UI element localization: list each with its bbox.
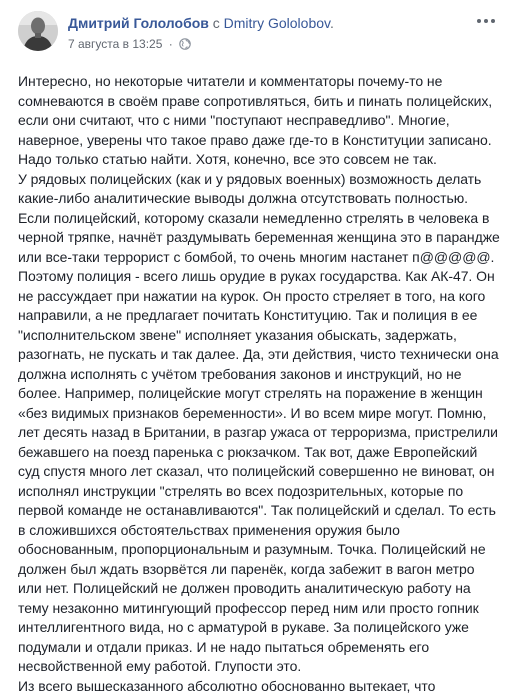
post-date-link[interactable]: 7 августа в 13:25	[68, 37, 163, 51]
author-name-link[interactable]: Дмитрий Гололобов	[68, 15, 209, 31]
post-meta	[68, 36, 191, 54]
ellipsis-icon[interactable]	[474, 13, 498, 29]
post-header	[18, 11, 498, 55]
meta-separator: ·	[168, 37, 173, 51]
post-body	[18, 72, 500, 696]
author-line	[68, 14, 334, 32]
avatar-photo-icon	[18, 11, 58, 51]
avatar[interactable]	[18, 11, 58, 51]
author-alt-link[interactable]: Dmitry Gololobov	[223, 15, 330, 31]
globe-icon[interactable]	[179, 38, 191, 54]
post-paragraph-2: У рядовых полицейских (как и у рядовых военных) возможность делать какие-либо аналитические выводы должна отсутствовать полностью. Если полицейский, которому сказали немедленно стрелять в человека в черной тряпке, начнёт раздумывать беременная женщина это в парандже или все-таки террорист с бомбой, то очень многим настанет п@@@@@. Поэтому полиция - всего лишь орудие в руках государства. Как АК-47. Он не рассуждает при нажатии на курок. Он просто стреляет в того, на кого направили, а не предлагает почитать Конституцию. Так и полиция в ее "исполнительском звене" исполняет указания обыскать, задержать, разогнать, не пускать и так далее. Да, эти действия, чисто технически она должна исполнять с учётом требования законов и инструкций, но не более. Например, полицейские могут стрелять на поражение в женщин «без видимых признаков беременности». И во всем мире могут. Помню, лет десять назад в Британии, в разгар ужаса от терроризма, пристрелили бежавшего на поезд паренька с рюкзачком. Так вот, даже Европейский суд спустя много лет сказал, что полицейский совершенно не виноват, он исполнял инструкции "стрелять во всех подозрительных, которые по первой команде не останавливаются". Так полицейский и сделал. То есть в сложившихся обстоятельствах применения оружия было обоснованным, пропорциональным и разумным. Точка. Полицейский не должен был ждать взорвётся ли паренёк, когда забежит в вагон метро или нет. Полицейский не должен проводить аналитическую работу на тему незаконно митингующий профессор перед ним или просто гопник интеллигентного вида, но с арматурой в рукаве. За полицейского уже подумали и отдали приказ. И не надо пытаться обременять его несвойственной ему работой. Глупости это.	[18, 170, 500, 674]
post-paragraph-1: Интересно, но некоторые читатели и комментаторы почему-то не сомневаются в своём праве сопротивляться, бить и пинать полицейских, если они считают, что с ними "поступают несправедливо". Многие, наверное, уверены что такое право даже где-то в Конституции записано. Надо только статью найти. Хотя, конечно, все это совсем не так.	[18, 73, 493, 167]
author-alt-suffix: .	[329, 15, 334, 31]
with-word: с	[212, 15, 220, 31]
post-paragraph-3: Из всего вышесказанного абсолютно обоснованно вытекает, что	[18, 677, 436, 694]
